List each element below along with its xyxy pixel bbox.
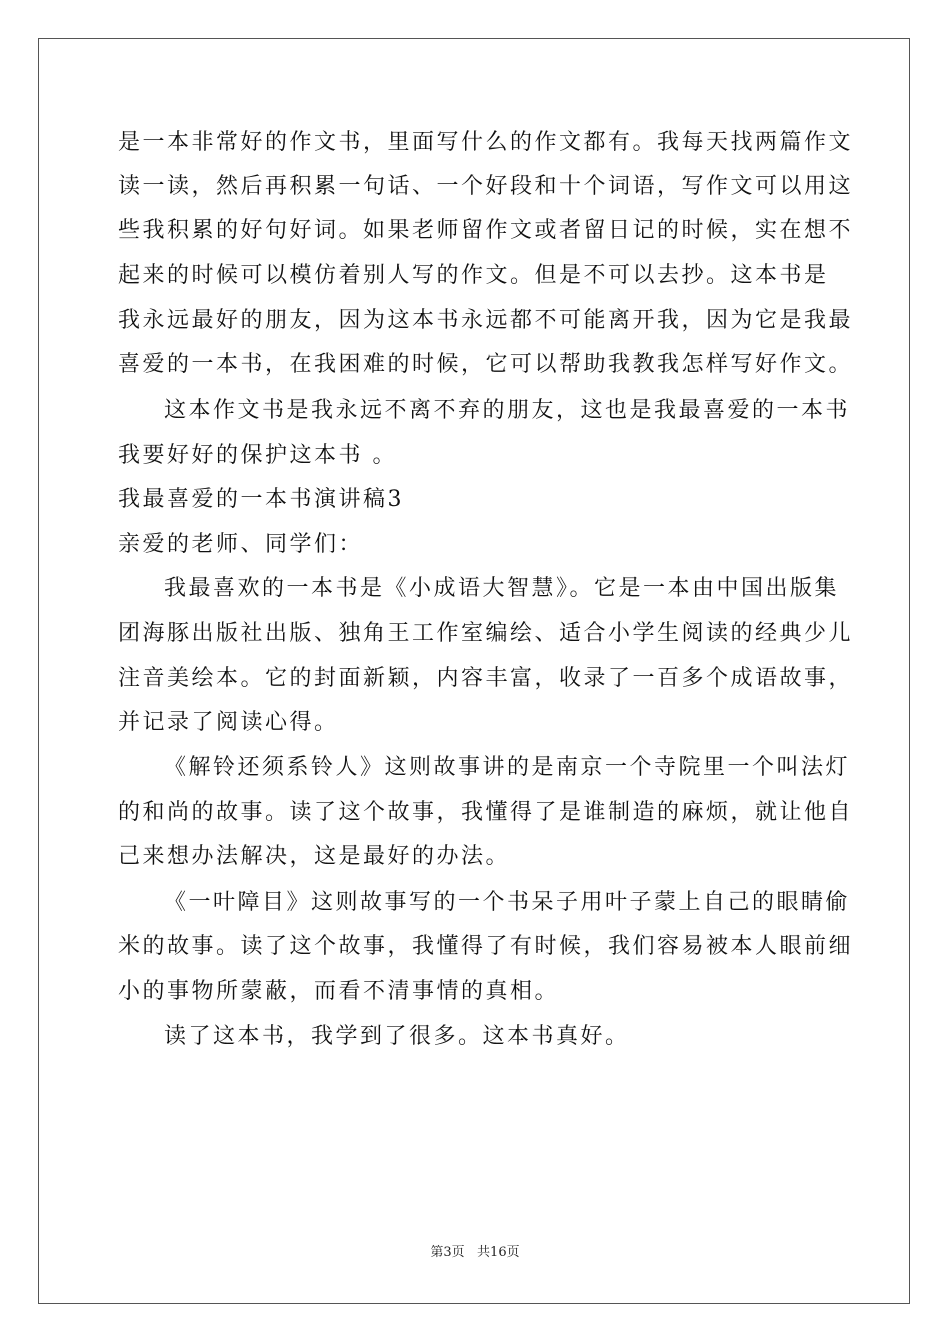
text-line: 我最喜欢的一本书是《小成语大智慧》。它是一本由中国出版集 bbox=[164, 576, 840, 601]
text-line: 我永远最好的朋友，因为这本书永远都不可能离开我，因为它是我最 bbox=[118, 308, 854, 333]
text-line: 我要好好的保护这本书 。 bbox=[118, 443, 397, 468]
text-line: 这本作文书是我永远不离不弃的朋友，这也是我最喜爱的一本书 bbox=[164, 398, 851, 423]
page-number: 第3页 共16页 bbox=[430, 1245, 520, 1260]
salutation: 亲爱的老师、同学们： bbox=[118, 532, 364, 557]
text-line: 小的事物所蒙蔽，而看不清事情的真相。 bbox=[118, 979, 560, 1004]
text-line: 《解铃还须系铃人》这则故事讲的是南京一个寺院里一个叫法灯 bbox=[164, 755, 851, 780]
text-line: 起来的时候可以模仿着别人写的作文。但是不可以去抄。这本书是 bbox=[118, 263, 829, 288]
section-heading: 我最喜爱的一本书演讲稿3 bbox=[118, 487, 404, 512]
text-line: 团海豚出版社出版、独角王工作室编绘、适合小学生阅读的经典少儿 bbox=[118, 621, 854, 646]
text-line: 米的故事。读了这个故事，我懂得了有时候，我们容易被本人眼前细 bbox=[118, 934, 854, 959]
text-line: 些我积累的好句好词。如果老师留作文或者留日记的时候，实在想不 bbox=[118, 218, 854, 243]
text-line: 的和尚的故事。读了这个故事，我懂得了是谁制造的麻烦，就让他自 bbox=[118, 800, 854, 825]
text-line: 并记录了阅读心得。 bbox=[118, 710, 339, 735]
text-line: 读一读，然后再积累一句话、一个好段和十个词语，写作文可以用这 bbox=[118, 174, 854, 199]
text-line: 《一叶障目》这则故事写的一个书呆子用叶子蒙上自己的眼睛偷 bbox=[164, 890, 851, 915]
text-line: 己来想办法解决，这是最好的办法。 bbox=[118, 844, 511, 869]
text-line: 喜爱的一本书，在我困难的时候，它可以帮助我教我怎样写好作文。 bbox=[118, 352, 854, 377]
text-line: 是一本非常好的作文书，里面写什么的作文都有。我每天找两篇作文 bbox=[118, 130, 854, 155]
text-line: 读了这本书，我学到了很多。这本书真好。 bbox=[164, 1024, 630, 1049]
text-line: 注音美绘本。它的封面新颖，内容丰富，收录了一百多个成语故事， bbox=[118, 666, 854, 691]
